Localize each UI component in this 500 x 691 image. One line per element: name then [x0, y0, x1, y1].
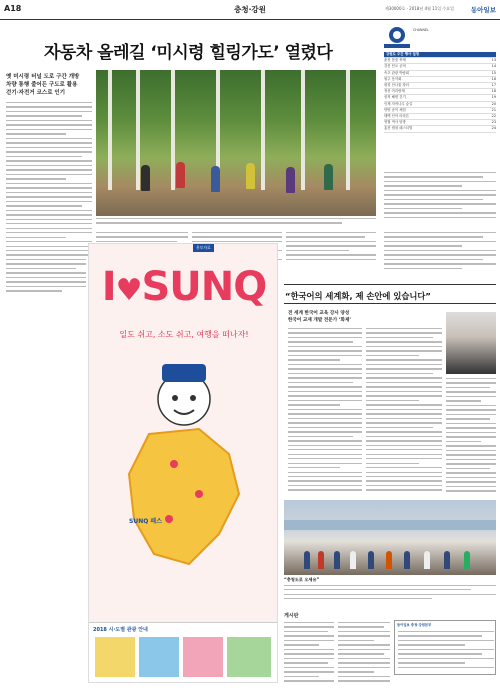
ad-slogan: 일도 쉬고, 소도 쉬고, 여행을 떠나자!	[119, 330, 249, 339]
divider	[284, 303, 496, 304]
article-subhead: 차량 통행 줄어든 구도로 활용	[6, 82, 78, 88]
notice-col1	[284, 622, 334, 685]
right-subhead: 한국어 교재 개발 전문가 ‘화제’	[288, 318, 352, 323]
schedule-event: 춘천 봄꽃 축제	[384, 58, 406, 63]
article-subhead: 옛 미시령 터널 도로 구간 개방	[6, 74, 80, 80]
mascot-icon	[144, 354, 224, 434]
map-icon	[119, 424, 249, 574]
newspaper-brand: 동아일보	[470, 6, 496, 14]
notice-board-heading: 게시판	[284, 613, 299, 619]
schedule-event: 강릉 단오 준비	[384, 64, 406, 69]
portrait-photo	[446, 312, 496, 374]
page-number: A18	[4, 4, 22, 13]
schedule-day: 23	[491, 120, 496, 125]
schedule-day: 13	[491, 58, 496, 63]
schedule-event: 정선 아리랑제	[384, 89, 405, 94]
map-label: SUNQ 패스	[129, 518, 162, 525]
schedule-event: 영월 역사 탐방	[384, 120, 406, 125]
schedule-day: 21	[491, 107, 496, 112]
left-lower-text	[6, 250, 86, 295]
contact-title: 동아일보 충청·강원본부	[397, 623, 432, 627]
schedule-day: 20	[491, 101, 496, 106]
ad-title	[89, 264, 278, 310]
right-body-col3	[446, 378, 496, 495]
ad-bottom-title: 2018 시·도별 관광 안내	[93, 627, 148, 633]
contact-box	[394, 620, 496, 675]
schedule-row	[384, 126, 496, 132]
schedule-day: 14	[491, 64, 496, 69]
sidebar-notes	[384, 172, 496, 221]
ad-title-prefix: I	[101, 264, 116, 310]
caption-title: “충청도로 오세유”	[284, 577, 320, 582]
schedule-day: 16	[491, 76, 496, 81]
divider	[284, 284, 496, 285]
schedule-event: 태백 산악 마라톤	[384, 114, 410, 119]
schedule-heading: 강원도 주간 행사 일정	[384, 52, 496, 58]
channel-logo-icon	[382, 25, 412, 49]
event-photo	[284, 500, 496, 575]
notice-col2	[338, 622, 390, 685]
schedule-day: 24	[491, 126, 496, 131]
article-body-col4	[286, 232, 376, 263]
right-top-text	[384, 232, 496, 272]
schedule-day: 22	[491, 114, 496, 119]
article-headline: 자동차 올레길 ‘미시령 힐링가도’ 열렸다	[44, 43, 333, 63]
schedule-event: 평창 산나물 장터	[384, 83, 410, 88]
article-body-col1	[6, 102, 92, 259]
photo-caption	[96, 218, 376, 227]
event-caption	[284, 578, 496, 601]
ad-title-word: SUNQ	[141, 264, 267, 310]
schedule-day: 19	[491, 95, 496, 100]
schedule-event: 인제 자작나무 숲길	[384, 101, 413, 106]
schedule-event: 원주 음악회	[384, 76, 402, 81]
schedule-event: 홍천 캠핑 페스티벌	[384, 126, 413, 131]
right-body-col2	[366, 328, 442, 494]
schedule-day: 15	[491, 70, 496, 75]
schedule-event: 삼척 해변 걷기	[384, 95, 406, 100]
ad-tag: 홍보자료	[193, 244, 214, 252]
article-subhead: 걷기·자전거 코스로 인기	[6, 90, 66, 96]
dateline: 제30000호 · 2018년 4월 11일 수요일	[384, 6, 454, 11]
heart-icon: ♥	[115, 273, 142, 308]
schedule-day: 18	[491, 89, 496, 94]
schedule-day: 17	[491, 83, 496, 88]
schedule-event: 속초 관광 박람회	[384, 70, 410, 75]
schedule-event: 양양 송이 체험	[384, 107, 406, 112]
hikers-photo	[96, 70, 376, 216]
section-title: 충청·강원	[234, 5, 266, 14]
ad-bottom-panel	[89, 622, 278, 682]
schedule-table	[384, 52, 496, 133]
right-body-col1	[288, 328, 362, 494]
sidebar-logo-text: CHANNEL	[413, 28, 429, 32]
quote-headline: “한국어의 세계화, 제 손안에 있습니다”	[285, 291, 431, 301]
tourism-advertisement[interactable]	[88, 243, 278, 683]
right-subhead: 전 세계 한국어 교육 강사 양성	[288, 311, 350, 316]
